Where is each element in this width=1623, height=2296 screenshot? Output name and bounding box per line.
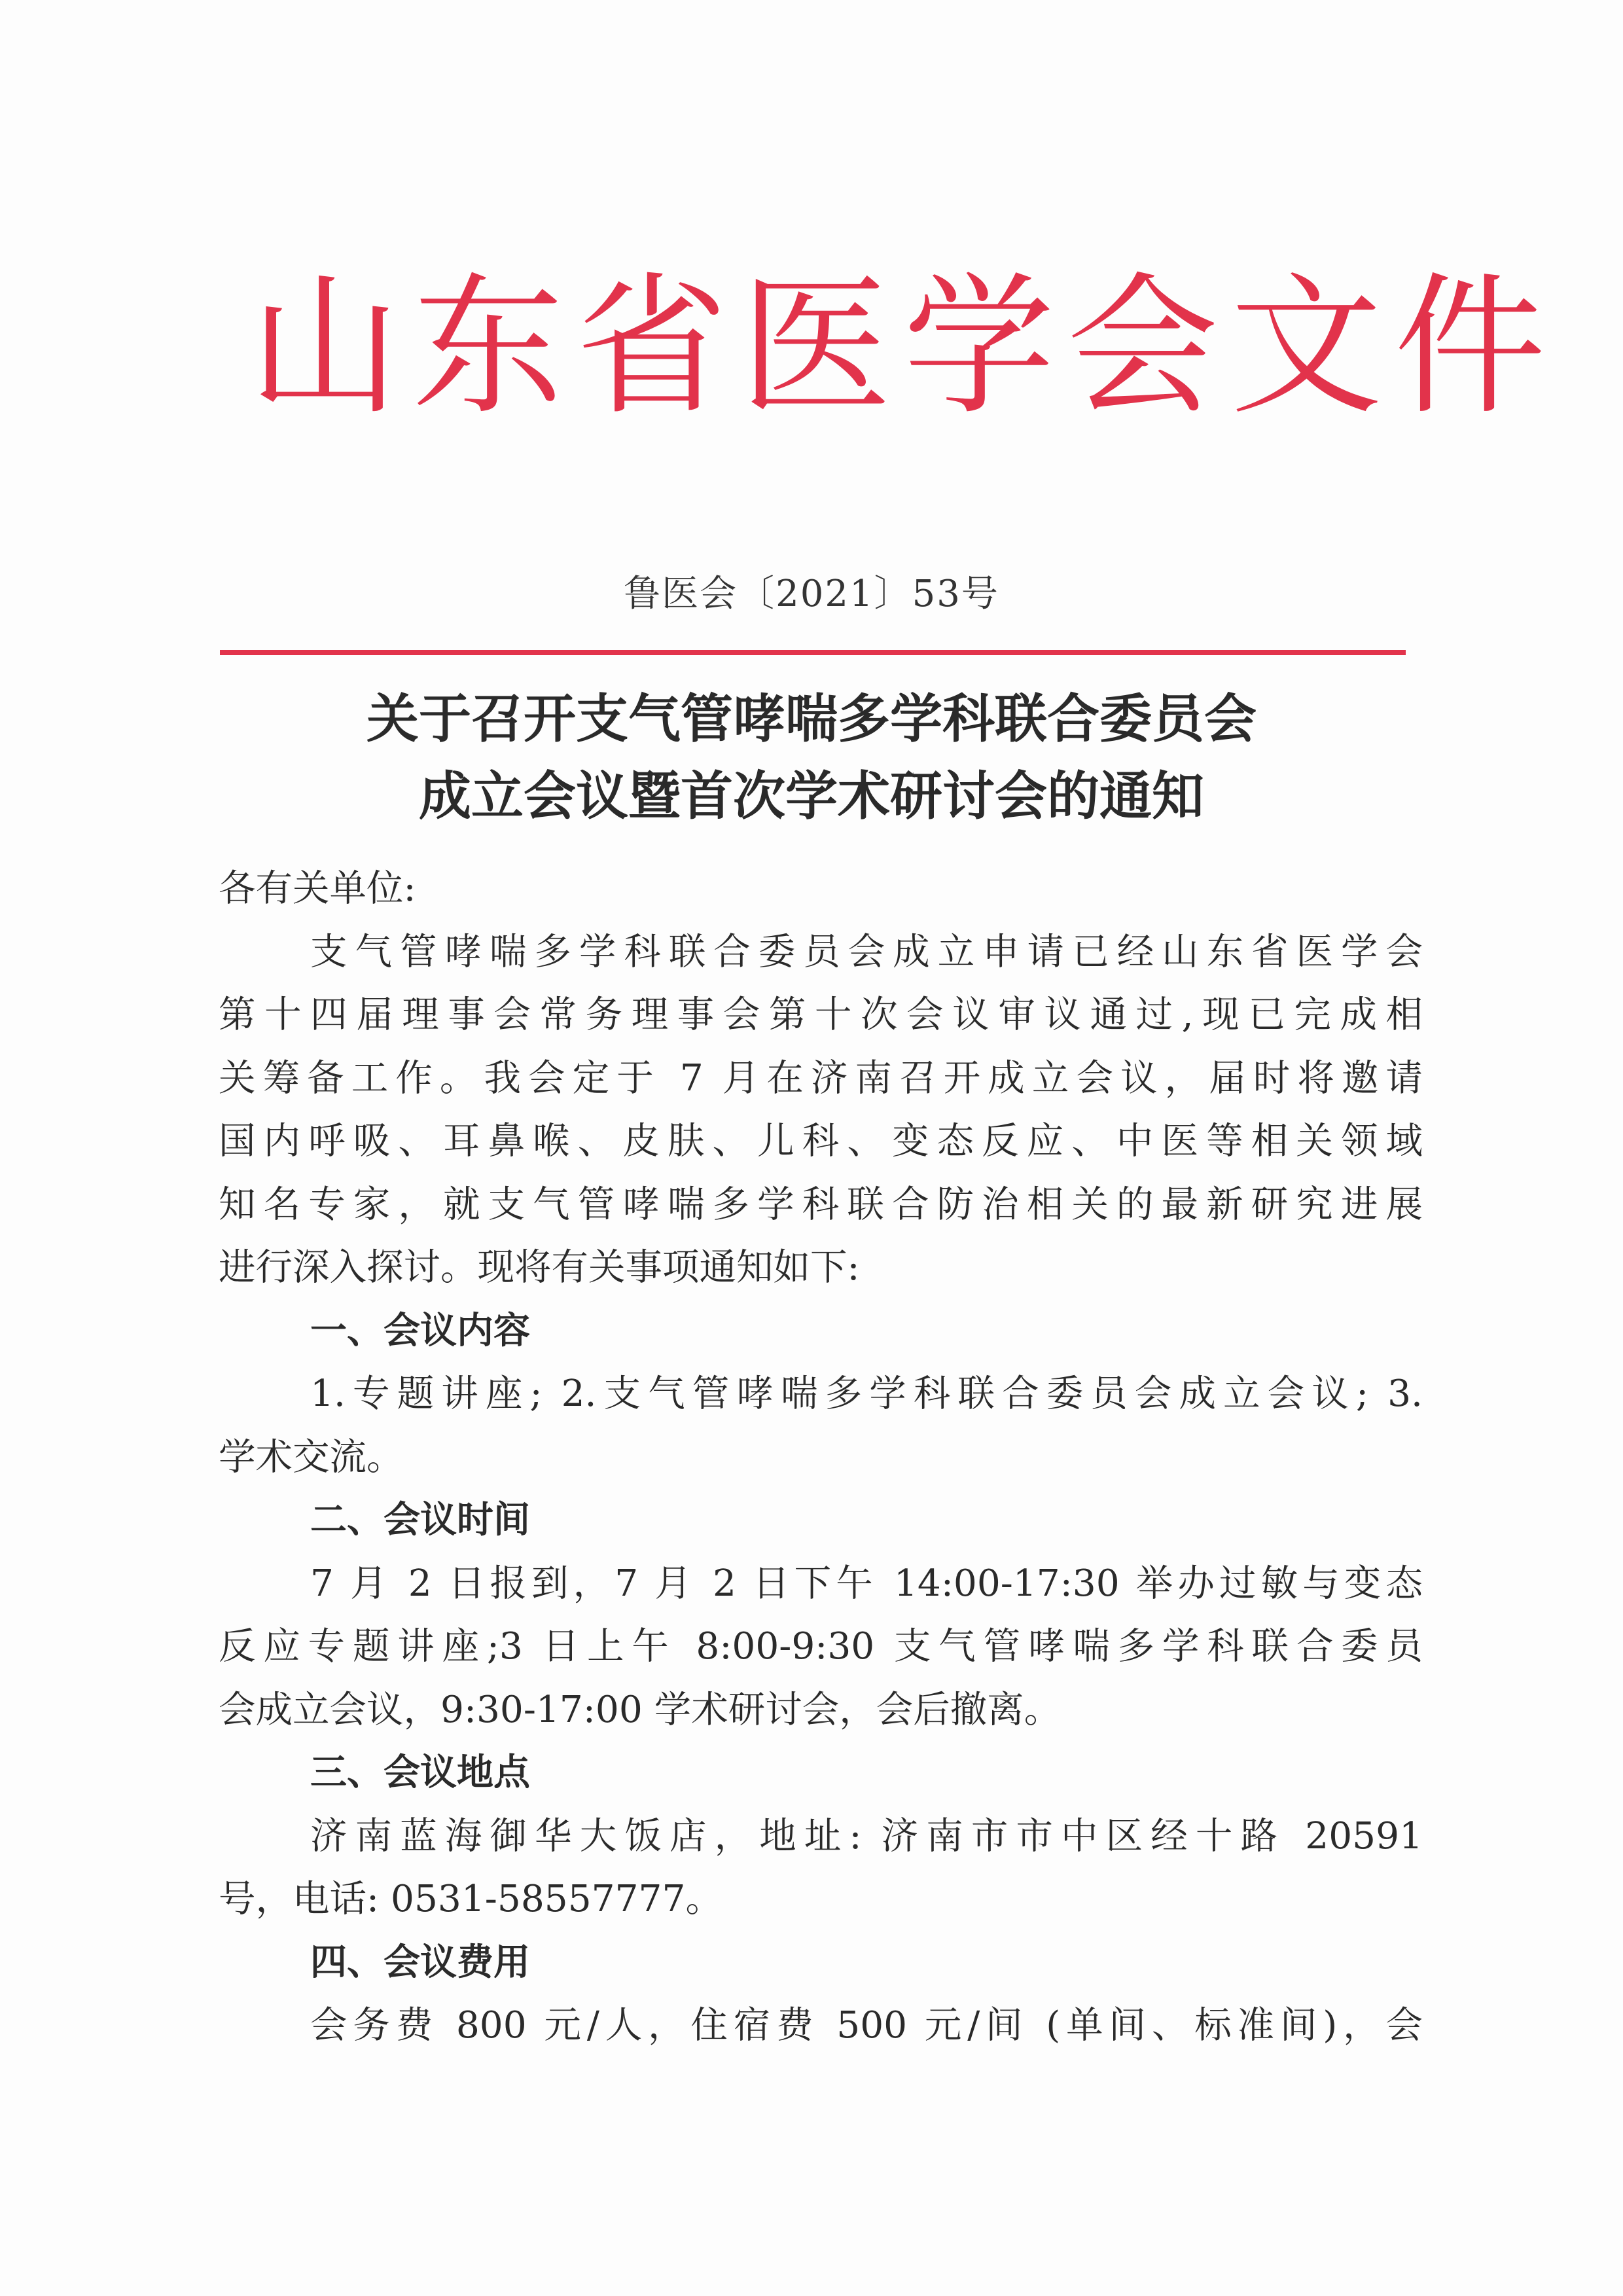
section-line: 7 月 2 日报到，7 月 2 日下午 14:00-17:30 举办过敏与变态 — [310, 1562, 1423, 1605]
section-line: 会务费 800 元/人，住宿费 500 元/间 (单间、标准间)，会 — [310, 2004, 1423, 2047]
notice-title — [0, 681, 1623, 835]
red-divider-line — [220, 650, 1406, 655]
intro-line: 国内呼吸、耳鼻喉、皮肤、儿科、变态反应、中医等相关领域 — [219, 1120, 1423, 1162]
section-heading: 三、会议地点 — [310, 1751, 530, 1794]
section-line: 反应专题讲座;3 日上午 8:00-9:30 支气管哮喘多学科联合委员 — [219, 1625, 1423, 1668]
letterhead-title: 山东省医学会文件 — [249, 259, 1558, 435]
section-heading: 一、会议内容 — [310, 1309, 530, 1352]
notice-title-line-1: 关于召开支气管哮喘多学科联合委员会 — [366, 689, 1257, 749]
salutation: 各有关单位: — [219, 867, 416, 910]
section-heading: 四、会议费用 — [310, 1941, 530, 1984]
section-line: 会成立会议，9:30-17:00 学术研讨会，会后撤离。 — [219, 1688, 1061, 1731]
section-line: 济南蓝海御华大饭店，地址: 济南市市中区经十路 20591 — [310, 1814, 1423, 1857]
document-number: 鲁医会〔2021〕53号 — [624, 573, 999, 615]
section-line: 学术交流。 — [219, 1435, 404, 1479]
notice-title-line-2: 成立会议暨首次学术研讨会的通知 — [419, 766, 1204, 827]
intro-line: 第十四届理事会常务理事会第十次会议审议通过,现已完成相 — [219, 994, 1423, 1036]
section-heading: 二、会议时间 — [310, 1499, 530, 1541]
section-line: 1.专题讲座; 2.支气管哮喘多学科联合委员会成立会议; 3. — [310, 1372, 1423, 1415]
intro-line: 支气管哮喘多学科联合委员会成立申请已经山东省医学会 — [310, 930, 1423, 973]
intro-line: 知名专家，就支气管哮喘多学科联合防治相关的最新研究进展 — [219, 1183, 1423, 1226]
section-line: 号，电话: 0531-58557777。 — [219, 1878, 722, 1920]
document-body — [219, 857, 1423, 2058]
intro-line: 关筹备工作。我会定于 7 月在济南召开成立会议，届时将邀请 — [219, 1056, 1423, 1100]
intro-line: 进行深入探讨。现将有关事项通知如下: — [219, 1246, 860, 1289]
